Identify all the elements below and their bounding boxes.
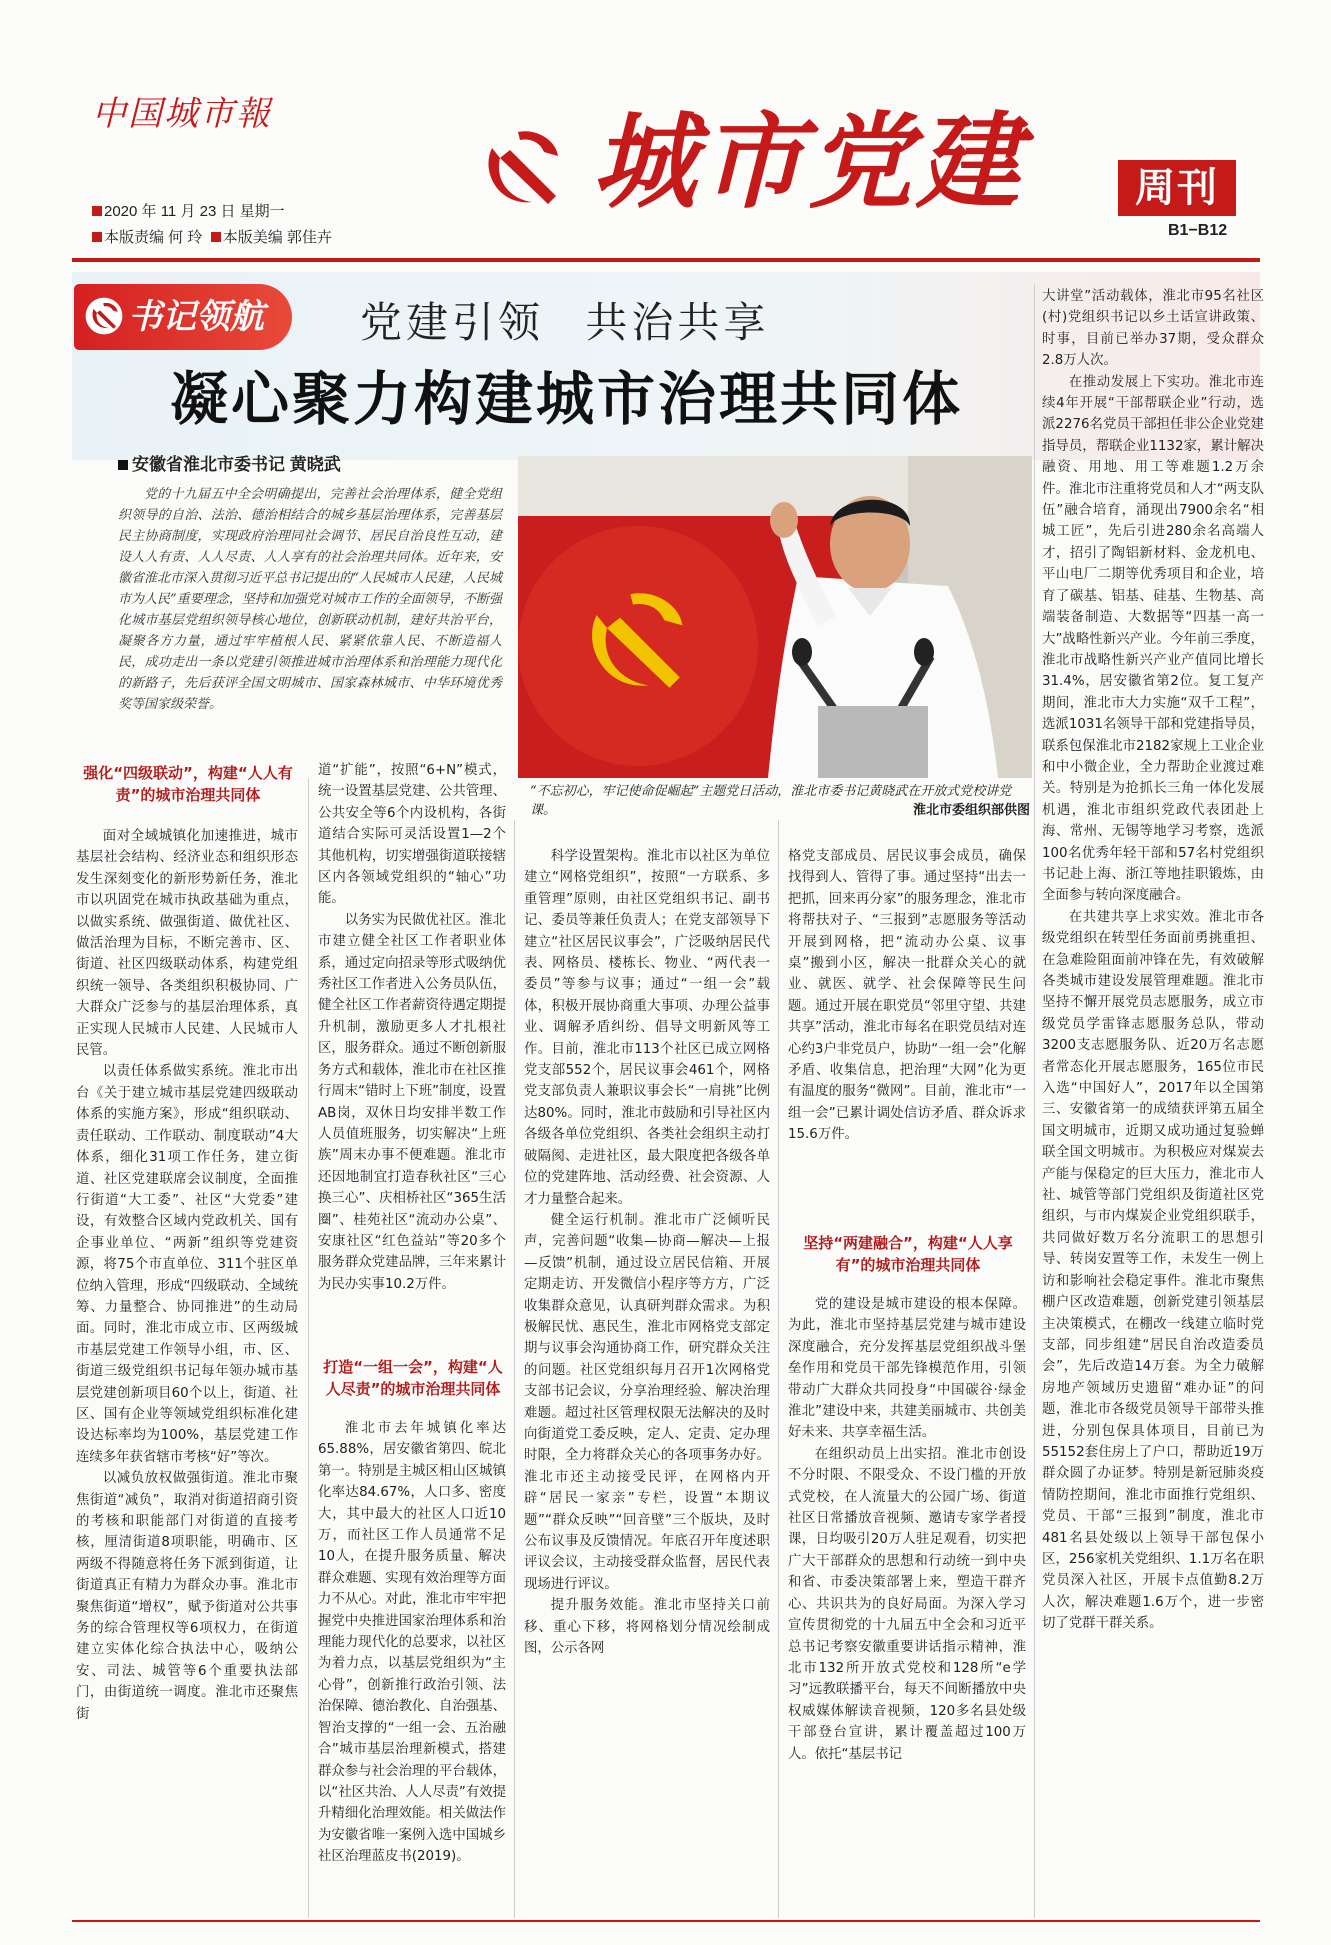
paragraph: 科学设置架构。淮北市以社区为单位建立“网格党组织”，按照“一方联系、多重管理”原则，由社区党组织书记、副书记、委员等兼任负责人；在党支部领导下建立“社区居民议事会”，广泛吸纳居民代表、网格员、楼栋长、物业、“两代表一委员”等参与议事；通过“一组一会”载体，积极开展协商重大事项、办理公益事业、调解矛盾纠纷、倡导文明新风等工作。目前，淮北市113个社区已成立网格党支部552个，居民议事会461个，网格党支部负责人兼职议事会长“一肩挑”比例达80%。同时，淮北市鼓励和引导社区内各级各单位党组织、各类社会组织主动打破隔阂、走进社区，最大限度把各级各单位的党建阵地、活动经费、社会资源、人才力量整合起来。 [524, 849, 770, 1207]
issue-date: 2020 年 11 月 23 日 星期一 [104, 203, 285, 220]
column-divider [1034, 284, 1035, 1918]
paragraph: 提升服务效能。淮北市坚持关口前移、重心下移，将网格划分情况绘制成图，公示各网 [524, 1598, 770, 1657]
column-divider [308, 778, 309, 1918]
article-column-2-bottom [318, 1418, 506, 1916]
paragraph: 以减负放权做强街道。淮北市聚焦街道“减负”，取消对街道招商引资的考核和职能部门对街道的直接考核，厘清街道8项职能，明确市、区两级不得随意将任务下派到街道，让街道真正有精力为群众办事。淮北市聚焦街道“增权”，赋予街道对公共事务的综合管理权等6项权力，在街道建立实体化综合执法中心，吸纳公安、司法、城管等6个重要执法部门，由街道统一调度。淮北市还聚焦街 [76, 1471, 298, 1722]
article-column-4-bottom [788, 1294, 1026, 1916]
designer-credit: 本版美编 郭佳卉 [222, 229, 332, 246]
article-column-2-top [318, 760, 506, 1330]
paragraph: 道“扩能”，按照“6+N”模式，统一设置基层党建、公共管理、公共安全等6个内设机构，各街道结合实际可灵活设置1—2个其他机构，切实增强街道联接辖区内各领域党组织的“轴心”功能。 [318, 763, 506, 907]
bullet-square-icon [92, 206, 102, 216]
author: 安徽省淮北市委书记 黄晓武 [132, 455, 341, 474]
article-column-3 [524, 846, 770, 1916]
paragraph: 面对全域城镇化加速推进，城市基层社会结构、经济业态和组织形态发生深刻变化的新形势新任务，淮北市以巩固党在城市执政基础为重点，以做实系统、做强街道、做优社区、做活治理为目标，不断完善市、区、街道、社区四级联动体系，构建党组织统一领导、各类组织积极协同、广大群众广泛参与的基层治理体系，真正实现人民城市人民建、人民城市人民管。 [76, 829, 298, 1059]
photo-credit: 淮北市委组织部供图 [912, 803, 1030, 818]
column-divider [778, 820, 779, 1918]
article-headline: 凝心聚力构建城市治理共同体 [170, 365, 964, 433]
paragraph: 大讲堂”活动载体，淮北市95名社区(村)党组织书记以乡土话宣讲政策、时事，目前已举办37期，受众群众2.8万人次。 [1042, 289, 1264, 369]
editor-line [92, 226, 332, 247]
page-range: B1−B12 [1168, 222, 1228, 239]
section-subhead: 打造“一组一会”，构建“人人尽责”的城市治理共同体 [323, 1358, 503, 1398]
article-byline [118, 450, 341, 475]
section-subhead: 坚持“两建融合”，构建“人人享有”的城市治理共同体 [803, 1234, 1013, 1274]
editor-credit: 本版责编 何 玲 [104, 229, 203, 246]
supplement-title: 城市党建 [592, 100, 1025, 223]
bullet-square-icon [211, 232, 221, 242]
paragraph: 在组织动员上出实招。淮北市创设不分时限、不限受众、不设门槛的开放式党校，在人流量大的公园广场、街道社区日常播放音视频、邀请专家学者授课，日均吸引20万人驻足观看，切实把广大干部群众的思想和行动统一到中央和省、市委决策部署上来，塑造干群齐心、共识共为的良好局面。为深入学习宣传贯彻党的十九届五中全会和习近平总书记考察安徽重要讲话指示精神，淮北市132所开放式党校和128所“e学习”远教联播平台，每天不间断播放中央权威媒体解读音视频，120多名县处级干部登台宣讲，累计覆盖超过100万人。依托“基层书记 [788, 1446, 1026, 1762]
paper-logo: 中国城市報 [92, 94, 272, 134]
article-column-4-top [788, 846, 1026, 1212]
photo-caption-text: “不忘初心，牢记使命促崛起”主题党日活动，淮北市委书记黄晓武在开放式党校讲党课。 [530, 784, 1012, 818]
paragraph: 以务实为民做优社区。淮北市建立健全社区工作者职业体系，通过定向招录等形式吸纳优秀社区工作者进入公务员队伍，健全社区工作者薪资待遇定期提升机制，激励更多人才扎根社区，服务群众。通过不断创新服务方式和载体，淮北市在社区推行周末“错时上下班”制度，设置AB岗，双休日均安排半数工作人员值班服务，切实解决“上班族”周末办事不便难题。淮北市还因地制宜打造春秋社区“三心换三心”、庆相桥社区“365生活圈”、桂苑社区“流动办公桌”、安康社区“红色益站”等20多个服务群众党建品牌，三年来累计为民办实事10.2万件。 [318, 912, 506, 1292]
column-divider [514, 820, 515, 1918]
speaker-photo [518, 456, 1032, 778]
paragraph: 在推动发展上下实功。淮北市连续4年开展“干部帮联企业”行动，选派2276名党员干部担任非公企业党建指导员，帮联企业1132家，累计解决融资、用地、用工等难题1.2万余件。淮北市注重将党员和人才“两支队伍”融合培育，涌现出7900余名“相城工匠”，先后引进280余名高端人才，招引了陶铝新材料、金龙机电、平山电厂二期等优秀项目和企业，培育了碳基、铝基、硅基、生物基、高端装备制造、大数据等“四基一高一大”战略性新兴产业。今年前三季度，淮北市战略性新兴产业产值同比增长31.4%，居安徽省第2位。复工复产期间，淮北市大力实施“双千工程”，选派1031名领导干部和党建指导员，联系包保淮北市2182家规上工业企业和中小微企业，全力帮助企业渡过难关。特别是为抢抓长三角一体化发展机遇，淮北市组织党政代表团赴上海、常州、无锡等地学习考察，选派100名优秀年轻干部和57名村党组织书记赴上海、浙江等地挂职锻炼，由全面参与转向深度融合。 [1042, 374, 1264, 904]
weekly-label: 周刊 [1118, 160, 1236, 216]
photo-caption [530, 782, 1030, 820]
column-badge [74, 284, 292, 350]
paragraph: 健全运行机制。淮北市广泛倾听民声，完善问题“收集—协商—解决—上报—反馈”机制，通过设立居民信箱、开展定期走访、开发微信小程序等方方，广泛收集群众意见，认真研判群众需求。为积极解民忧、惠民生，淮北市网格党支部定期与议事会沟通协商工作，研究群众关注的问题。社区党组织每月召开1次网格党支部书记会议，分享治理经验、解决治理难题。超过社区管理权限无法解决的及时向街道党工委反映，定人、定责、定办理时限，全力将群众关心的各项事务办好。淮北市还主动接受民评，在网格内开辟“居民一家亲”专栏，设置“本期议题”“群众反映”“回音壁”三个版块，及时公布议事及反馈情况。年底召开年度述职评议会议，主动接受群众监督，居民代表现场进行评议。 [524, 1212, 770, 1592]
paragraph: 淮北市去年城镇化率达65.88%，居安徽省第四、皖北第一。特别是主城区相山区城镇化率达84.67%，人口多、密度大，其中最大的社区人口近10万，而社区工作人员通常不足10人，在提升服务质量、解决群众难题、实现有效治理等方面力不从心。对此，淮北市牢牢把握党中央推进国家治理体系和治理能力现代化的总要求，以社区为着力点，以基层党组织为“主心骨”，创新推行政治引领、法治保障、德治教化、自治强基、智治支撑的“一组一会、五治融合”城市基层治理新模式，搭建群众参与社会治理的平台载体，以“社区共治、人人尽责”有效提升精细化治理效能。相关做法作为安徽省唯一案例入选中国城乡社区治理蓝皮书(2019)。 [318, 1421, 506, 1865]
column-badge-label: 书记领航 [128, 297, 264, 337]
article-photo [518, 456, 1032, 778]
page-bottom-rule [72, 1920, 1260, 1922]
article-column-5 [1042, 286, 1264, 1916]
paragraph: 在共建共享上求实效。淮北市各级党组织在转型任务面前勇挑重担、在急难险阻面前冲锋在先，有效破解各类城市建设发展管理难题。淮北市坚持不懈开展党员志愿服务，成立市级党员学雷锋志愿服务总队，带动3200支志愿服务队、近20万名志愿者常态化开展志愿服务，165位市民入选“中国好人”，2017年以全国第三、安徽省第一的成绩获评第五届全国文明城市，近期又成功通过复验蝉联全国文明城市。为积极应对煤炭去产能与保稳定的巨大压力，淮北市人社、城管等部门党组织及街道社区党组织，与市内煤炭企业党组织联手，共同做好数万名分流职工的思想引导、转岗安置等工作，未发生一例上访和影响社会稳定事件。淮北市聚焦棚户区改造难题，创新党建引领基层主决策模式，在棚改一线建立临时党支部，同步组建“居民自治改造委员会”，先后改造14万套。为全力破解房地产领域历史遗留“难办证”的问题，淮北市各级党员领导干部带头推进，分别包保具体项目，目前已为55152套住房上了户口，帮助近19万群众圆了办证梦。特别是新冠肺炎疫情防控期间，淮北市面推行党组织、党员、干部“三报到”制度，淮北市481名县处级以上领导干部包保小区，256家机关党组织、1.1万名在职党员深入社区，开展卡点值勤8.2万人次，解决难题1.6万个，进一步密切了党群干群关系。 [1042, 909, 1264, 1632]
paragraph: 党的建设是城市建设的根本保障。为此，淮北市坚持基层党建与城市建设深度融合，充分发挥基层党组织战斗堡垒作用和党员干部先锋模范作用，引领带动广大群众共同投身“中国碳谷·绿金淮北”建设中来，共建美丽城市、共创美好未来、共享幸福生活。 [788, 1297, 1026, 1441]
paragraph: 以责任体系做实系统。淮北市出台《关于建立城市基层党建四级联动体系的实施方案》，形成“组织联动、责任联动、工作联动、制度联动”4大体系，细化31项工作任务，建立街道、社区党建联席会议制度，全面推行街道“大工委”、社区“大党委”建设，有效整合区域内党政机关、国有企事业单位、“两新”组织等党建资源，将75个市直单位、311个驻区单位纳入管理，形成“四级联动、全域统筹、力量整合、协同推进”的生动局面。同时，淮北市成立市、区两级城市基层党建工作领导小组，市、区、街道三级党组织书记每年领办城市基层党建创新项目60个以上，街道、社区、国有企业等领域党组织标准化建设达标率均为100%，基层党建工作连续多年获省辖市考核“好”等次。 [76, 1064, 298, 1465]
bullet-square-icon [92, 232, 102, 242]
article-kicker: 党建引领 共治共享 [360, 298, 770, 347]
section-subhead: 强化“四级联动”，构建“人人有责”的城市治理共同体 [83, 764, 293, 804]
paragraph: 格党支部成员、居民议事会成员，确保找得到人、管得了事。通过坚持“出去一把抓，回来再分家”的服务理念，淮北市将帮扶对子、“三报到”志愿服务等活动开展到网格，把“流动办公桌、议事桌”搬到小区，解决一批群众关心的就业、就医、就学、社会保障等民生问题。通过开展在职党员“邻里守望、共建共享”活动，淮北市每名在职党员结对连心约3户非党员户，协助“一组一会”化解矛盾、收集信息，把治理“大网”化为更有温度的服务“微网”。目前，淮北市“一组一会”已累计调处信访矛盾、群众诉求15.6万件。 [788, 849, 1026, 1143]
hammer-sickle-icon [470, 118, 570, 218]
hammer-sickle-icon [84, 296, 124, 336]
article-column-1 [76, 826, 298, 1916]
masthead-rule [72, 258, 1260, 262]
issue-date-line [92, 200, 285, 221]
article-lead: 党的十九届五中全会明确提出，完善社会治理体系，健全党组织领导的自治、法治、德治相结合的城乡基层治理体系，完善基层民主协商制度，实现政府治理同社会调节、居民自治良性互动，建设人人有责、人人尽责、人人享有的社会治理共同体。近年来，安徽省淮北市深入贯彻习近平总书记提出的“人民城市人民建，人民城市为人民”重要理念，坚持和加强党对城市工作的全面领导，不断强化城市基层党组织领导核心地位，创新联动机制，建好共治平台，凝聚各方力量，通过牢牢植根人民、紧紧依靠人民、不断造福人民，成功走出一条以党建引领推进城市治理体系和治理能力现代化的新路子，先后获评全国文明城市、国家森林城市、中华环境优秀奖等国家级荣誉。 [118, 487, 502, 712]
bullet-square-icon [118, 460, 128, 470]
